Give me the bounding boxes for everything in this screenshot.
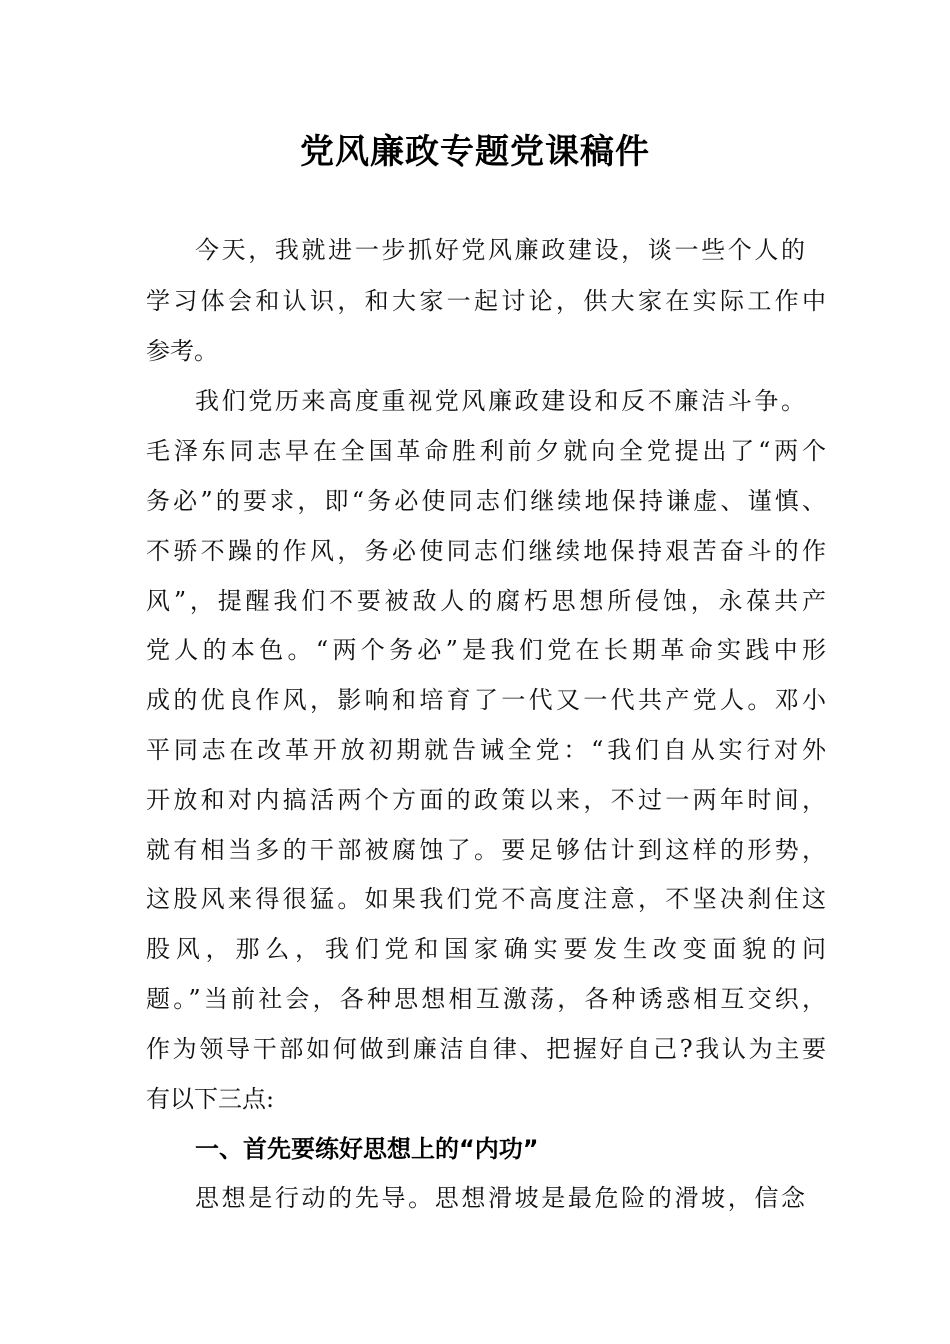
body-line: 股风，那么，我们党和国家确实要发生改变面貌的问 [146,935,826,963]
body-line: 作为领导干部如何做到廉洁自律、把握好自己?我认为主要 [146,1035,826,1063]
body-line: 平同志在改革开放初期就告诫全党：“我们自从实行对外 [146,736,826,764]
body-line: 务必”的要求，即“务必使同志们继续地保持谦虚、谨慎、 [146,487,826,515]
body-line: 今天，我就进一步抓好党风廉政建设，谈一些个人的 [195,236,805,264]
body-line: 思想是行动的先导。思想滑坡是最危险的滑坡，信念 [195,1184,805,1212]
body-line: 参考。 [146,337,218,365]
body-line: 党人的本色。“两个务必”是我们党在长期革命实践中形 [146,636,826,664]
body-line: 有以下三点: [146,1085,275,1113]
body-line: 学习体会和认识，和大家一起讨论，供大家在实际工作中 [146,287,826,315]
body-line: 这股风来得很猛。如果我们党不高度注意，不坚决刹住这 [146,885,826,913]
body-line: 题。”当前社会，各种思想相互激荡，各种诱惑相互交织， [146,985,826,1013]
body-line: 开放和对内搞活两个方面的政策以来，不过一两年时间， [146,786,826,814]
document-title: 党风廉政专题党课稿件 [300,132,650,172]
section-heading: 一、首先要练好思想上的“内功” [195,1135,539,1163]
body-line: 就有相当多的干部被腐蚀了。要足够估计到这样的形势， [146,836,826,864]
body-line: 风”，提醒我们不要被敌人的腐朽思想所侵蚀，永葆共产 [146,587,826,615]
body-line: 毛泽东同志早在全国革命胜利前夕就向全党提出了“两个 [146,437,826,465]
body-line: 不骄不躁的作风，务必使同志们继续地保持艰苦奋斗的作 [146,537,826,565]
body-line: 成的优良作风，影响和培育了一代又一代共产党人。邓小 [146,686,826,714]
body-line: 我们党历来高度重视党风廉政建设和反不廉洁斗争。 [195,387,805,415]
